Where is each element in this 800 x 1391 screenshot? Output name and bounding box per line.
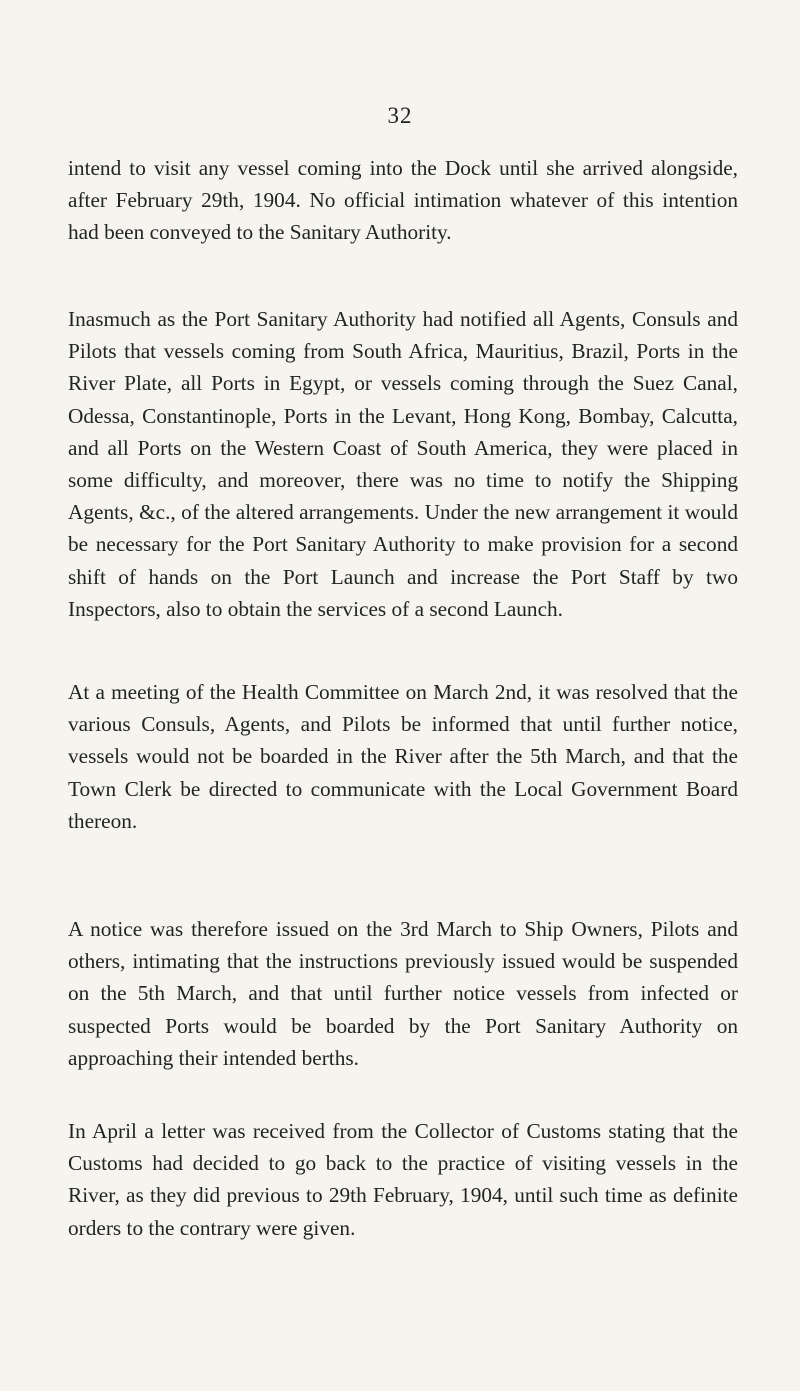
paragraph-3: [68, 676, 738, 837]
paragraph-text: In April a letter was received from the Collector of Customs stating that the Customs had decided to go back to the practice of visiting vessels in the River, as they did previous to 29th February, 1904, until such time as definite orders to the contrary were given.: [68, 1119, 738, 1240]
paragraph-text: At a meeting of the Health Committee on March 2nd, it was resolved that the various Consuls, Agents, and Pilots be informed that until further notice, vessels would not be boarded in the River after the 5th March, and that the Town Clerk be directed to communicate with the Local Government Board thereon.: [68, 680, 738, 833]
paragraph-text: A notice was therefore issued on the 3rd March to Ship Owners, Pilots and others, intimating that the instructions previously issued would be suspended on the 5th March, and that until further notice vessels from infected or suspected Ports would be boarded by the Port Sanitary Authority on approaching their intended berths.: [68, 917, 738, 1070]
paragraph-text: intend to visit any vessel coming into the Dock until she arrived alongside, after February 29th, 1904. No official intimation whatever of this intention had been conveyed to the Sanitary Authority.: [68, 156, 738, 245]
paragraph-5: [68, 1115, 738, 1244]
paragraph-1: [68, 152, 738, 249]
paragraph-4: [68, 913, 738, 1074]
paragraph-2: [68, 303, 738, 625]
paragraph-text: Inasmuch as the Port Sanitary Authority had notified all Agents, Consuls and Pilots that vessels coming from South Africa, Mauritius, Brazil, Ports in the River Plate, all Ports in Egypt, or vessels coming through the Suez Canal, Odessa, Constantinople, Ports in the Levant, Hong Kong, Bombay, Calcutta, and all Ports on the Western Coast of South America, they were placed in some difficulty, and moreover, there was no time to notify the Shipping Agents, &c., of the altered arrangements. Under the new arrangement it would be necessary for the Port Sanitary Authority to make provision for a second shift of hands on the Port Launch and increase the Port Staff by two Inspectors, also to obtain the services of a second Launch.: [68, 307, 738, 621]
page-number: 32: [387, 103, 413, 128]
